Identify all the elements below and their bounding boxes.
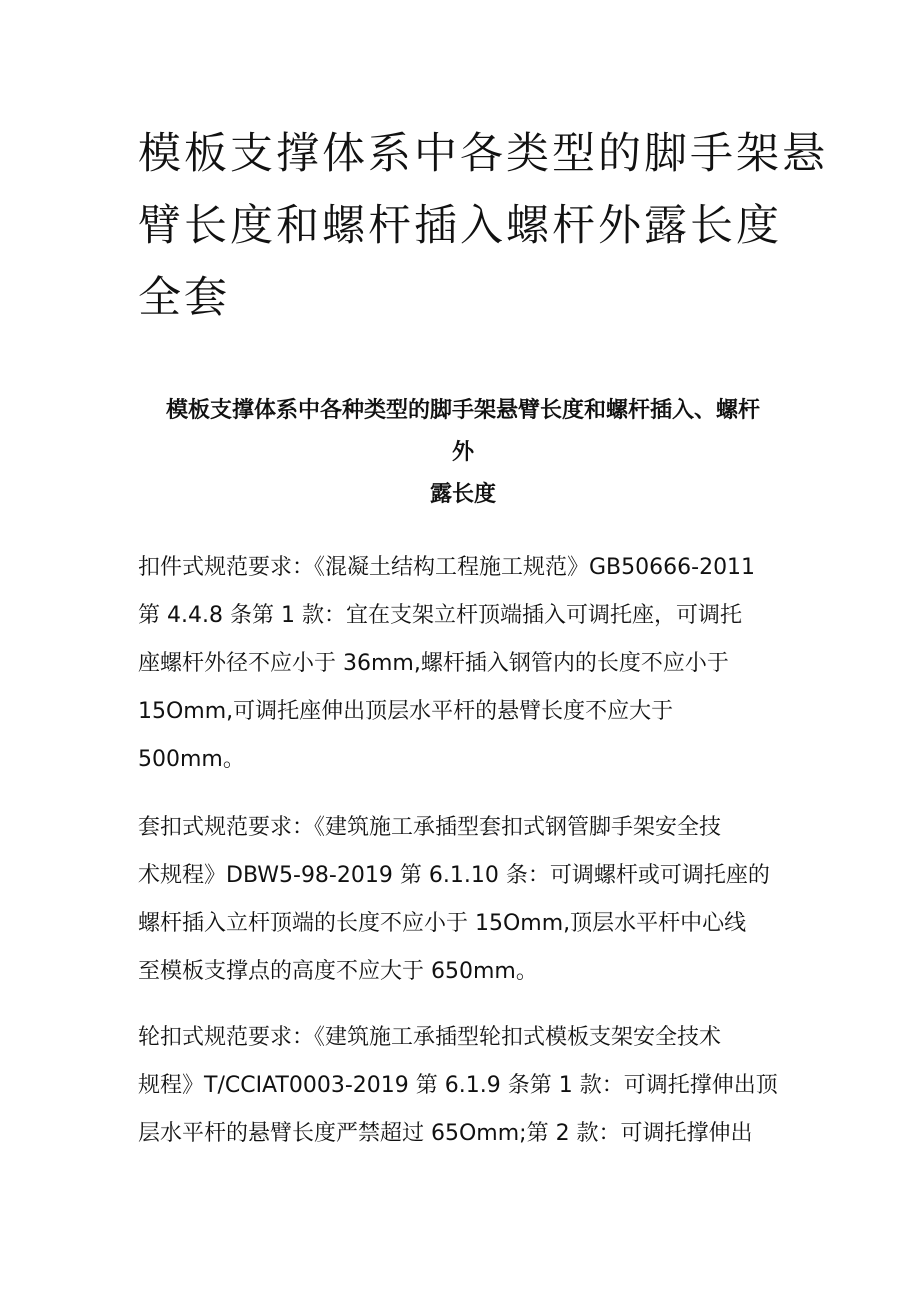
title-line: 臂长度和螺杆插入螺杆外露长度 [138,201,782,251]
text-line: 扣件式规范要求：《混凝土结构工程施工规范》GB50666-2011 [138,555,756,580]
document-title [138,118,828,334]
text-line: 第 4.4.8 条第 1 款：宜在支架立杆顶端插入可调托座，可调托 [138,603,742,628]
text-line: 层水平杆的悬臂长度严禁超过 65Omm;第 2 款：可调托撑伸出 [138,1121,753,1146]
text-line: 座螺杆外径不应小于 36mm,螺杆插入钢管内的长度不应小于 [138,651,729,676]
heading-line: 模板支撑体系中各种类型的脚手架悬臂长度和螺杆插入、螺杆 [165,398,760,423]
text-line: 套扣式规范要求：《建筑施工承插型套扣式钢管脚手架安全技 [138,815,722,840]
title-line: 模板支撑体系中各类型的脚手架悬 [138,129,828,179]
heading-line: 露长度 [429,482,496,507]
text-line: 15Omm,可调托座伸出顶层水平杆的悬臂长度不应大于 [138,699,674,724]
heading-line: 外 [451,440,474,465]
text-line: 术规程》DBW5-98-2019 第 6.1.10 条：可调螺杆或可调托座的 [138,863,770,888]
title-line: 全套 [138,273,230,323]
text-line: 螺杆插入立杆顶端的长度不应小于 15Omm,顶层水平杆中心线 [138,911,747,936]
section-heading [138,390,788,516]
paragraph-sleeve-type [138,804,798,996]
paragraph-fastener-type [138,544,798,784]
text-line: 至模板支撑点的高度不应大于 650mm。 [138,959,538,984]
text-line: 500mm。 [138,747,245,772]
text-line: 轮扣式规范要求：《建筑施工承插型轮扣式模板支架安全技术 [138,1025,722,1050]
paragraph-wheel-type [138,1014,798,1158]
text-line: 规程》T/CCIAT0003-2019 第 6.1.9 条第 1 款：可调托撑伸出顶 [138,1073,778,1098]
